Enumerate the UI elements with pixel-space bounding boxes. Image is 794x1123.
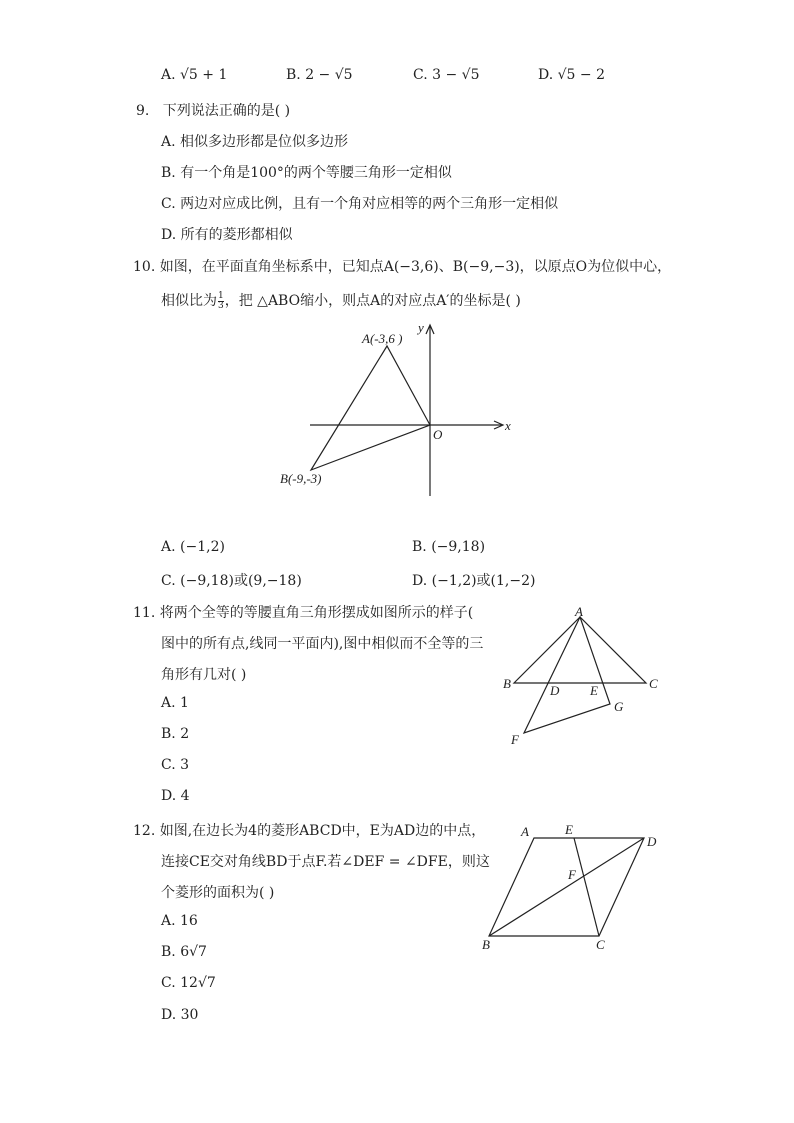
q9-number: 9. bbox=[136, 103, 150, 119]
label-origin-o: O bbox=[433, 427, 443, 442]
label-a: A bbox=[521, 824, 529, 839]
label-x: x bbox=[505, 418, 511, 433]
q11-stem-line1: 11. 将两个全等的等腰直角三角形摆成如图所示的样子( bbox=[133, 605, 474, 621]
q11-option-a[interactable]: A. 1 bbox=[161, 695, 189, 711]
q11-option-b[interactable]: B. 2 bbox=[161, 726, 190, 742]
q10-stem-line2: 相似比为 $\frac{1}{3}$ ，把 △ABO缩小，则点A的对应点A′的坐标是( ) bbox=[161, 290, 521, 311]
q8-option-c[interactable]: C. 3 − √5 bbox=[413, 67, 480, 83]
label-c: C bbox=[596, 937, 605, 952]
q12-option-a[interactable]: A. 16 bbox=[161, 913, 198, 929]
q10-fraction: $\frac{1}{3}$ bbox=[218, 290, 224, 311]
label-point-a: A(-3,6 ) bbox=[362, 331, 403, 346]
q8-option-c-text: 3 − √5 bbox=[432, 67, 480, 83]
label-d: D bbox=[647, 834, 657, 849]
q12-option-c[interactable]: C. 12√7 bbox=[161, 975, 216, 991]
q12-number: 12. bbox=[133, 823, 156, 839]
q11-option-c[interactable]: C. 3 bbox=[161, 757, 190, 773]
label-f: F bbox=[511, 732, 519, 747]
q8-option-a-text: √5 + 1 bbox=[180, 67, 228, 83]
q10-option-d[interactable]: D. (−1,2)或(1,−2) bbox=[412, 573, 536, 589]
q11-stem-line2: 图中的所有点,线同一平面内),图中相似而不全等的三 bbox=[161, 636, 484, 652]
q10-option-c[interactable]: C. (−9,18)或(9,−18) bbox=[161, 573, 302, 589]
q8-option-b-text: 2 − √5 bbox=[305, 67, 353, 83]
label-e: E bbox=[565, 822, 573, 837]
triangle-abo bbox=[311, 346, 430, 470]
q10-stem-line1: 10. 如图，在平面直角坐标系中，已知点A(−3,6)、B(−9,−3)，以原点O为位似中心， bbox=[133, 259, 672, 275]
label-point-b: B(-9,-3) bbox=[280, 471, 322, 486]
q12-option-d[interactable]: D. 30 bbox=[161, 1007, 199, 1023]
q10-option-b[interactable]: B. (−9,18) bbox=[412, 539, 486, 555]
q12-stem-line3: 个菱形的面积为( ) bbox=[161, 885, 275, 901]
triangle-abc bbox=[514, 617, 646, 683]
q9-stem: 9. 下列说法正确的是( ) bbox=[136, 103, 291, 119]
q8-option-a[interactable]: A. √5 + 1 bbox=[161, 67, 228, 83]
q10-number: 10. bbox=[133, 259, 156, 275]
q10-option-a[interactable]: A. (−1,2) bbox=[161, 539, 225, 555]
q9-option-c[interactable]: C. 两边对应成比例，且有一个角对应相等的两个三角形一定相似 bbox=[161, 196, 559, 212]
label-y: y bbox=[418, 320, 424, 335]
diagonal-bd bbox=[489, 838, 644, 936]
label-d: D bbox=[550, 683, 560, 698]
q11-triangles-figure bbox=[495, 600, 675, 752]
label-a: A bbox=[575, 604, 583, 619]
q8-option-d-text: √5 − 2 bbox=[557, 67, 606, 83]
q9-option-d[interactable]: D. 所有的菱形都相似 bbox=[161, 227, 293, 243]
q12-rhombus-figure bbox=[475, 818, 675, 958]
q12-option-b[interactable]: B. 6√7 bbox=[161, 944, 207, 960]
label-b: B bbox=[503, 676, 511, 691]
q12-stem-line2: 连接CE交对角线BD于点F.若∠DEF = ∠DFE，则这 bbox=[161, 854, 490, 870]
q8-option-b[interactable]: B. 2 − √5 bbox=[286, 67, 353, 83]
label-e: E bbox=[590, 683, 598, 698]
label-f: F bbox=[568, 867, 576, 882]
q8-option-d[interactable]: D. √5 − 2 bbox=[538, 67, 606, 83]
q12-stem-line1: 12. 如图,在边长为4的菱形ABCD中，E为AD边的中点， bbox=[133, 823, 486, 839]
q10-coordinate-figure bbox=[270, 318, 530, 513]
label-b: B bbox=[482, 937, 490, 952]
q11-number: 11. bbox=[133, 605, 156, 621]
segment-ce bbox=[574, 838, 599, 936]
label-g: G bbox=[614, 699, 624, 714]
q9-option-a[interactable]: A. 相似多边形都是位似多边形 bbox=[161, 134, 349, 150]
q11-option-d[interactable]: D. 4 bbox=[161, 788, 190, 804]
label-c: C bbox=[649, 676, 658, 691]
q11-stem-line3: 角形有几对( ) bbox=[161, 667, 247, 683]
q9-option-b[interactable]: B. 有一个角是100°的两个等腰三角形一定相似 bbox=[161, 165, 452, 181]
